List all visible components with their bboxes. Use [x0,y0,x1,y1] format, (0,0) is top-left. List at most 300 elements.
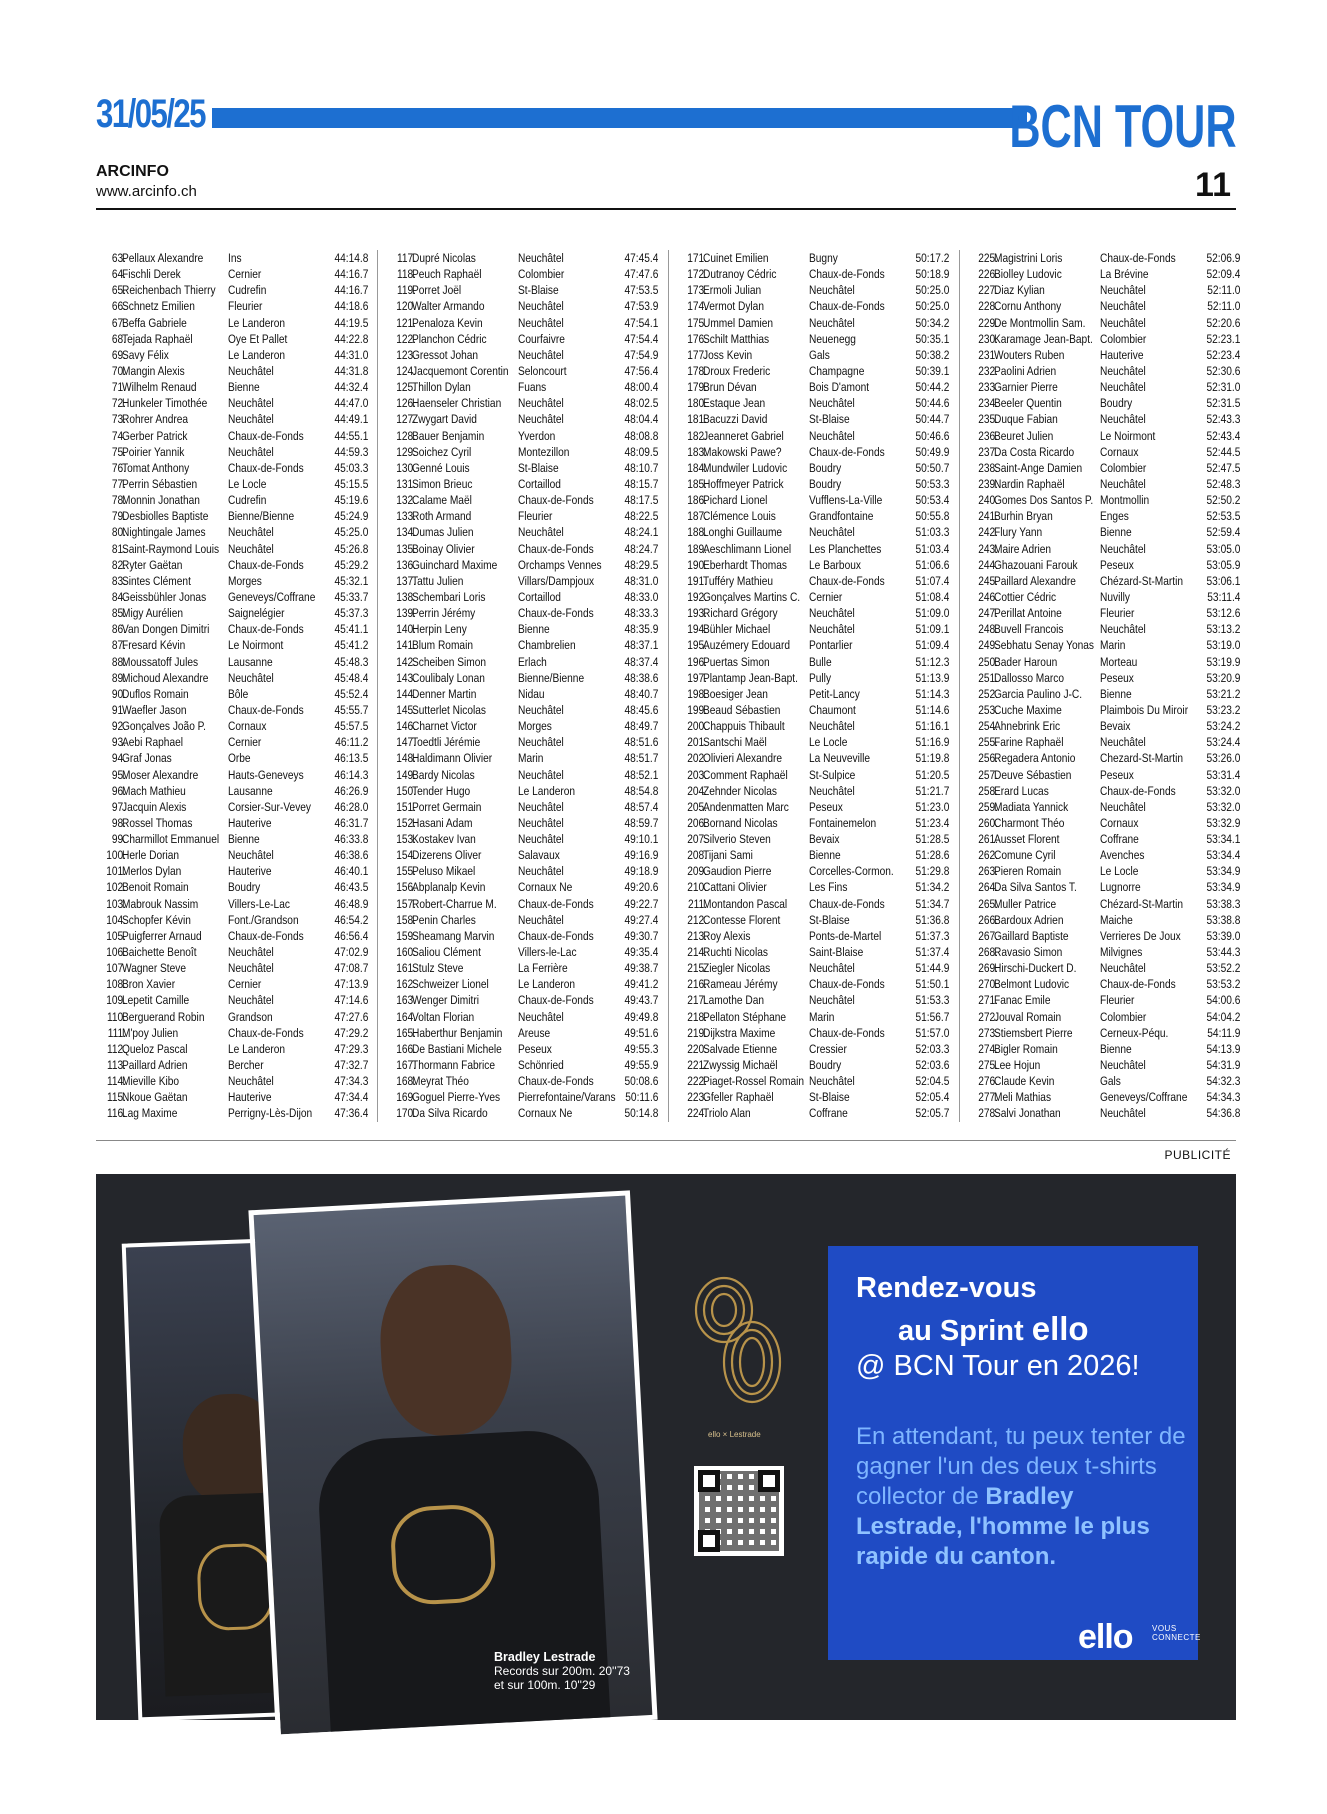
result-time: 51:14.3 [915,686,949,701]
result-rank: 204. [687,783,707,798]
result-rank: 227. [978,283,998,298]
result-city: Neuchâtel [518,525,564,540]
result-name: Dutranoy Cédric [703,267,777,282]
result-city: Le Landeron [228,315,286,330]
result-name: Gonçalves Martins C. [703,589,801,604]
result-rank: 163. [396,993,416,1008]
result-city: Neuchâtel [518,767,564,782]
result-row [96,702,368,718]
result-city: Peseux [809,799,843,814]
result-rank: 164. [396,1009,416,1024]
result-row [96,1089,368,1105]
result-city: Chaux-de-Fonds [518,928,594,943]
result-time: 54:34.3 [1206,1090,1240,1105]
brand-name: ARCINFO [96,163,169,180]
result-name: Olivieri Alexandre [703,751,783,766]
result-row [677,621,949,637]
result-city: Bienne [518,622,550,637]
result-name: Aebi Raphael [122,735,184,750]
result-city: Marin [1100,638,1126,653]
result-rank: 130. [396,460,416,475]
result-name: Schilt Matthias [703,331,770,346]
result-city: Neuchâtel [518,396,564,411]
result-rank: 235. [978,412,998,427]
result-time: 51:07.4 [915,573,949,588]
result-city: Coffrane [809,1106,848,1121]
result-rank: 178. [687,363,707,378]
result-name: Migy Aurélien [122,606,184,621]
result-name: Beeler Quentin [994,396,1062,411]
result-row [96,492,368,508]
result-name: Queloz Pascal [122,1041,188,1056]
result-rank: 145. [396,702,416,717]
result-city: Avenches [1100,848,1145,863]
result-row [386,573,658,589]
result-time: 45:15.5 [334,476,368,491]
result-row [677,460,949,476]
result-rank: 139. [396,606,416,621]
result-time: 54:31.9 [1206,1058,1240,1073]
result-rank: 105. [106,928,126,943]
result-rank: 249. [978,638,998,653]
result-rank: 254. [978,719,998,734]
result-row [677,411,949,427]
result-rank: 99. [111,832,126,847]
result-name: Aeschlimann Lionel [703,541,792,556]
result-rank: 193. [687,606,707,621]
result-rank: 159. [396,928,416,943]
result-city: Chézard-St-Martin [1100,573,1183,588]
result-city: Le Landeron [228,347,286,362]
result-city: Bienne [1100,1041,1132,1056]
result-time: 52:23.4 [1206,347,1240,362]
result-row [96,444,368,460]
result-rank: 86. [111,622,126,637]
result-time: 46:43.5 [334,880,368,895]
result-time: 51:19.8 [915,751,949,766]
result-time: 54:00.6 [1206,993,1240,1008]
result-city: Cornaux Ne [518,880,573,895]
result-city: Le Locle [809,735,848,750]
result-city: Perrigny-Lès-Dijon [228,1106,313,1121]
result-name: Farine Raphaël [994,735,1064,750]
result-row [677,395,949,411]
result-rank: 128. [396,428,416,443]
result-rank: 226. [978,267,998,282]
result-rank: 147. [396,735,416,750]
result-row [386,476,658,492]
result-row [677,670,949,686]
result-name: Abplanalp Kevin [412,880,486,895]
result-time: 53:26.0 [1206,751,1240,766]
result-row [386,1089,658,1105]
result-name: Andenmatten Marc [703,799,789,814]
result-time: 44:55.1 [334,428,368,443]
result-rank: 274. [978,1041,998,1056]
result-name: Fresard Kévin [122,638,186,653]
result-rank: 209. [687,864,707,879]
result-rank: 153. [396,832,416,847]
result-city: Fleurier [1100,606,1135,621]
result-rank: 75. [111,444,126,459]
result-rank: 192. [687,589,707,604]
result-city: Corcelles-Cormon. [809,864,894,879]
result-rank: 243. [978,541,998,556]
result-time: 53:32.0 [1206,799,1240,814]
result-rank: 154. [396,848,416,863]
header-rule [96,208,1236,210]
result-time: 51:28.5 [915,832,949,847]
result-rank: 221. [687,1058,707,1073]
result-row [677,976,949,992]
result-rank: 236. [978,428,998,443]
result-city: Neuchâtel [809,1074,855,1089]
result-rank: 157. [396,896,416,911]
result-name: Charmillot Emmanuel [122,832,220,847]
brand-url[interactable]: www.arcinfo.ch [96,183,197,200]
result-rank: 144. [396,686,416,701]
result-time: 49:10.1 [624,832,658,847]
result-row [968,1073,1240,1089]
result-time: 48:51.6 [624,735,658,750]
result-rank: 207. [687,832,707,847]
result-rank: 106. [106,945,126,960]
result-time: 48:10.7 [624,460,658,475]
result-name: Saint-Raymond Louis [122,541,220,556]
result-name: Sutterlet Nicolas [412,702,486,717]
result-name: Bauer Benjamin [412,428,485,443]
result-row [968,444,1240,460]
result-city: Fontainemelon [809,815,877,830]
result-time: 48:22.5 [624,509,658,524]
result-name: Gaudion Pierre [703,864,772,879]
result-name: Schopfer Kévin [122,912,191,927]
result-name: Thormann Fabrice [412,1058,496,1073]
result-row [968,702,1240,718]
result-row [386,686,658,702]
result-name: Perillat Antoine [994,606,1062,621]
result-time: 44:16.7 [334,267,368,282]
result-time: 48:45.6 [624,702,658,717]
result-row [968,315,1240,331]
result-rank: 162. [396,977,416,992]
result-name: Ummel Damien [703,315,774,330]
result-city: Neuchâtel [518,702,564,717]
result-name: Burhin Bryan [994,509,1053,524]
result-rank: 91. [111,702,126,717]
result-time: 53:05.9 [1206,557,1240,572]
result-rank: 152. [396,815,416,830]
result-row [677,815,949,831]
result-city: Milvignes [1100,945,1143,960]
result-city: Bevaix [1100,719,1131,734]
result-name: Auzémery Edouard [703,638,790,653]
result-time: 47:29.2 [334,1025,368,1040]
result-name: Comune Cyril [994,848,1056,863]
result-time: 44:47.0 [334,396,368,411]
result-city: Cornaux [1100,815,1139,830]
result-row [968,767,1240,783]
result-rank: 218. [687,1009,707,1024]
result-row [96,767,368,783]
result-rank: 224. [687,1106,707,1121]
result-row [968,896,1240,912]
result-name: Saliou Clément [412,945,481,960]
result-rank: 275. [978,1058,998,1073]
result-city: Cerneux-Péqu. [1100,1025,1169,1040]
result-city: Colombier [518,267,565,282]
result-row [968,395,1240,411]
result-time: 48:08.8 [624,428,658,443]
result-city: Le Landeron [228,1041,286,1056]
result-name: Peluso Mikael [412,864,476,879]
result-name: Perrin Sébastien [122,476,198,491]
results-column-1 [96,250,368,1122]
result-city: Neuchâtel [809,283,855,298]
result-rank: 194. [687,622,707,637]
result-time: 50:44.7 [915,412,949,427]
caption-line1: Records sur 200m. 20''73 [494,1664,630,1678]
result-time: 51:37.3 [915,928,949,943]
result-rank: 103. [106,896,126,911]
result-row [968,621,1240,637]
result-row [677,331,949,347]
result-city: Champagne [809,363,865,378]
result-rank: 245. [978,573,998,588]
result-row [968,734,1240,750]
result-row [968,879,1240,895]
result-time: 48:52.1 [624,767,658,782]
result-time: 46:40.1 [334,864,368,879]
result-city: Neuchâtel [518,347,564,362]
result-time: 53:05.0 [1206,541,1240,556]
result-city: Neuchâtel [518,299,564,314]
result-row [96,1105,368,1121]
result-time: 54:04.2 [1206,1009,1240,1024]
result-row [386,508,658,524]
result-city: Lausanne [228,783,273,798]
result-rank: 108. [106,977,126,992]
result-city: Le Barboux [809,557,861,572]
result-name: Belmont Ludovic [994,977,1070,992]
result-time: 53:24.4 [1206,735,1240,750]
result-row [96,524,368,540]
result-row [968,799,1240,815]
result-name: Makowski Pawe? [703,444,782,459]
result-row [677,847,949,863]
result-time: 53:20.9 [1206,670,1240,685]
result-time: 52:05.4 [915,1090,949,1105]
result-city: Cernier [809,589,843,604]
result-rank: 101. [106,864,126,879]
promo-headline-2: au Sprint ello [898,1310,1089,1347]
result-city: Cudrefin [228,493,267,508]
result-time: 47:54.9 [624,347,658,362]
result-rank: 203. [687,767,707,782]
result-time: 50:53.4 [915,493,949,508]
result-time: 48:51.7 [624,751,658,766]
result-row [96,750,368,766]
result-time: 50:18.9 [915,267,949,282]
result-time: 48:37.1 [624,638,658,653]
result-time: 52:50.2 [1206,493,1240,508]
result-time: 49:55.3 [624,1041,658,1056]
result-row [968,266,1240,282]
result-city: Neuchâtel [809,315,855,330]
result-time: 51:09.4 [915,638,949,653]
result-rank: 225. [978,251,998,265]
qr-code-icon[interactable] [694,1466,784,1556]
result-time: 45:33.7 [334,589,368,604]
result-row [386,315,658,331]
result-name: Dijkstra Maxime [703,1025,776,1040]
result-rank: 82. [111,557,126,572]
result-row [386,1057,658,1073]
result-time: 45:19.6 [334,493,368,508]
result-rank: 81. [111,541,126,556]
result-city: Ins [228,251,242,265]
result-row [386,1073,658,1089]
result-row [968,1041,1240,1057]
result-name: Piaget-Rossel Romain [703,1074,805,1089]
result-rank: 196. [687,654,707,669]
result-name: Vermot Dylan [703,299,764,314]
result-time: 53:44.3 [1206,945,1240,960]
result-row [677,347,949,363]
result-name: Beffa Gabriele [122,315,187,330]
result-rank: 107. [106,961,126,976]
result-rank: 73. [111,412,126,427]
result-name: Ghazouani Farouk [994,557,1078,572]
result-row [386,1105,658,1121]
result-time: 45:57.5 [334,719,368,734]
result-name: Monnin Jonathan [122,493,200,508]
result-row [677,637,949,653]
result-city: Chaux-de-Fonds [518,493,594,508]
result-time: 47:29.3 [334,1041,368,1056]
result-time: 52:59.4 [1206,525,1240,540]
result-time: 54:11.9 [1206,1025,1240,1040]
result-rank: 67. [111,315,126,330]
results-table [96,250,1240,1126]
result-row [677,444,949,460]
result-time: 54:32.3 [1206,1074,1240,1089]
result-row [96,960,368,976]
result-name: Ahnebrink Eric [994,719,1061,734]
result-time: 50:39.1 [915,363,949,378]
result-rank: 123. [396,347,416,362]
result-row [386,767,658,783]
ello-80-logo-icon [690,1270,786,1410]
result-rank: 155. [396,864,416,879]
result-row [96,815,368,831]
result-row [968,282,1240,298]
result-row [386,250,658,266]
result-row [96,508,368,524]
result-rank: 151. [396,799,416,814]
ello-logo: ello [1078,1618,1133,1656]
result-rank: 181. [687,412,707,427]
result-rank: 270. [978,977,998,992]
result-name: Zwygart David [412,412,477,427]
result-row [96,847,368,863]
result-row [386,863,658,879]
result-time: 45:52.4 [334,686,368,701]
result-row [968,508,1240,524]
result-city: Neuchâtel [809,961,855,976]
result-row [968,992,1240,1008]
result-row [386,492,658,508]
result-city: Neuchâtel [809,396,855,411]
result-name: Cornu Anthony [994,299,1062,314]
result-time: 46:33.8 [334,832,368,847]
result-city: Chaux-de-Fonds [809,299,885,314]
result-name: Simon Brieuc [412,476,473,491]
result-city: Le Landeron [518,783,576,798]
result-city: La Brévine [1100,267,1149,282]
result-time: 51:14.6 [915,702,949,717]
column-separator [377,250,378,1122]
result-name: Wagner Steve [122,961,187,976]
result-city: Ponts-de-Martel [809,928,882,943]
result-city: Neuchâtel [228,444,274,459]
result-time: 48:57.4 [624,799,658,814]
result-row [386,637,658,653]
caption-name: Bradley Lestrade [494,1650,596,1664]
result-time: 45:25.0 [334,525,368,540]
result-time: 50:46.6 [915,428,949,443]
result-rank: 241. [978,509,998,524]
result-city: Cornaux [1100,444,1139,459]
result-city: Neuchâtel [1100,735,1146,750]
result-time: 44:59.3 [334,444,368,459]
result-city: Pierrefontaine/Varans [518,1090,616,1105]
result-time: 53:21.2 [1206,686,1240,701]
result-name: Wilhelm Renaud [122,380,197,395]
result-name: Charmont Théo [994,815,1065,830]
result-rank: 117. [396,251,416,265]
result-city: Neuchâtel [1100,622,1146,637]
result-time: 51:06.6 [915,557,949,572]
result-rank: 175. [687,315,707,330]
result-rank: 267. [978,928,998,943]
result-name: Savy Félix [122,347,169,362]
result-row [386,847,658,863]
result-city: Vufflens-La-Ville [809,493,883,508]
result-row [677,831,949,847]
result-name: Cattani Olivier [703,880,767,895]
result-city: St-Blaise [809,412,850,427]
result-row [968,831,1240,847]
result-time: 47:53.5 [624,283,658,298]
result-name: Stulz Steve [412,961,464,976]
result-city: Neuchâtel [518,412,564,427]
result-time: 44:32.4 [334,380,368,395]
result-time: 49:16.9 [624,848,658,863]
result-name: Da Costa Ricardo [994,444,1075,459]
result-city: Hauterive [1100,347,1144,362]
result-name: Perrin Jérémy [412,606,476,621]
result-city: Neuchâtel [809,428,855,443]
result-rank: 166. [396,1041,416,1056]
result-city: Peseux [1100,557,1134,572]
result-time: 44:31.8 [334,363,368,378]
result-city: Chaux-de-Fonds [228,702,304,717]
result-city: Villers-le-Lac [518,945,577,960]
result-row [386,266,658,282]
result-city: Cernier [228,267,262,282]
result-city: Neuchâtel [1100,799,1146,814]
